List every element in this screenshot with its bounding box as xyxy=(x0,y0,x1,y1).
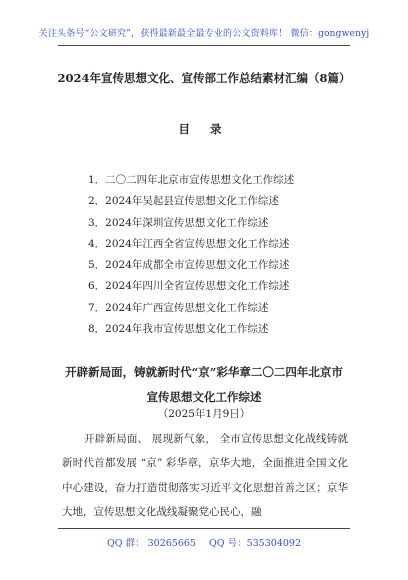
section-date: （2025年1月9日） xyxy=(157,408,251,420)
section-paragraph: 开辟新局面、 展现新气象， 全市宣传思想文化战线铸就新时代首都发展 “京” 彩华章，京华大地，全面推进全国文化中心建设，奋力打造贯彻落实习近平文化思想首善之区；京华大地，宣传思想文化战线凝聚党心民心，融 xyxy=(62,433,348,518)
toc-item-7: 7．2024年广西宣传思想文化工作综述 xyxy=(88,301,269,314)
toc-item-1: 1．二〇二四年北京市宣传思想文化工作综述 xyxy=(88,174,295,186)
footer-qq-number: QQ 号：535304092 xyxy=(209,538,301,549)
footer-contact xyxy=(0,535,408,549)
section-title-line-1: 开辟新局面，铸就新时代“京”彩华章二〇二四年北京市 xyxy=(65,365,343,379)
toc-heading: 目 录 xyxy=(178,122,230,136)
toc-item-2: 2．2024年吴起县宣传思想文化工作综述 xyxy=(88,195,279,208)
toc-item-8: 8．2024年我市宣传思想文化工作综述 xyxy=(88,323,269,336)
section-title-line-2: 宣传思想文化工作综述 xyxy=(146,390,262,404)
document-title: 2024年宣传思想文化、宣传部工作总结素材汇编（8篇） xyxy=(57,71,351,85)
footer-divider xyxy=(58,528,350,529)
footer-qq-group: QQ 群： 30265665 xyxy=(106,538,196,549)
table-of-contents xyxy=(88,170,294,340)
header-divider xyxy=(58,45,350,46)
toc-item-4: 4．2024年江西全省宣传思想文化工作综述 xyxy=(88,237,290,250)
header-promo-note: 关注头条号“公文研究”，获得最新最全最专业的公文资料库！ 微信：gongwenyj xyxy=(38,29,370,39)
toc-item-3: 3．2024年深圳宣传思想文化工作综述 xyxy=(88,216,269,229)
toc-item-6: 6．2024年四川全省宣传思想文化工作综述 xyxy=(88,280,290,293)
toc-item-5: 5．2024年成都全市宣传思想文化工作综述 xyxy=(88,259,290,272)
